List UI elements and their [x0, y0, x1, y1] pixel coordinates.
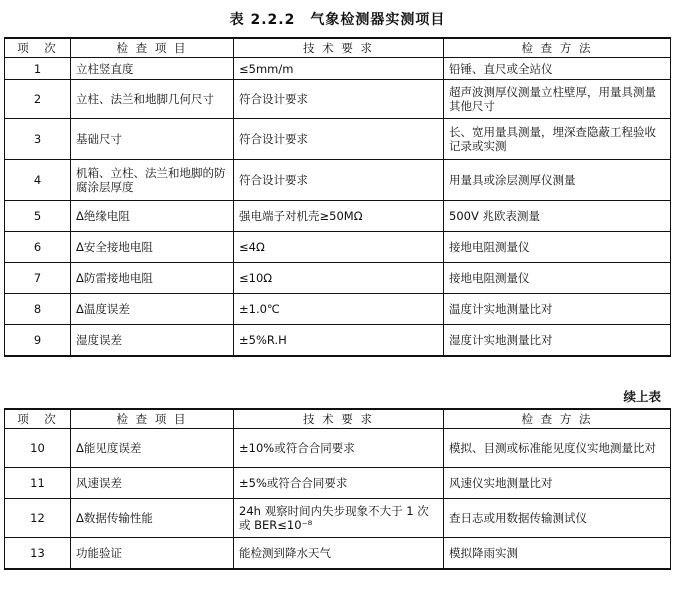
row-method: 模拟降雨实测 — [444, 538, 671, 570]
row-item: Δ绝缘电阻 — [71, 201, 234, 232]
row-requirement: 能检测到降水天气 — [234, 538, 444, 570]
table-header-row — [5, 38, 671, 58]
table-row — [5, 160, 671, 201]
row-no: 10 — [5, 429, 71, 468]
row-method: 用量具或涂层测厚仪测量 — [444, 160, 671, 201]
row-item: Δ防雷接地电阻 — [71, 263, 234, 294]
row-no: 7 — [5, 263, 71, 294]
row-requirement: ±5%或符合合同要求 — [234, 468, 444, 499]
row-method: 湿度计实地测量比对 — [444, 325, 671, 357]
row-item: Δ安全接地电阻 — [71, 232, 234, 263]
row-requirement: 强电端子对机壳≥50MΩ — [234, 201, 444, 232]
row-no: 9 — [5, 325, 71, 357]
row-item: 风速误差 — [71, 468, 234, 499]
header-requirement: 技 术 要 求 — [234, 409, 444, 429]
header-method: 检 查 方 法 — [444, 409, 671, 429]
header-item: 检 查 项 目 — [71, 38, 234, 58]
row-requirement: 24h 观察时间内失步现象不大于 1 次或 BER≤10⁻⁸ — [234, 499, 444, 538]
row-item: Δ温度误差 — [71, 294, 234, 325]
row-requirement: ≤4Ω — [234, 232, 444, 263]
table-row — [5, 499, 671, 538]
row-method: 长、宽用量具测量，埋深查隐蔽工程验收记录或实测 — [444, 119, 671, 160]
table-row — [5, 263, 671, 294]
table-row — [5, 429, 671, 468]
table-row — [5, 119, 671, 160]
table-row — [5, 58, 671, 80]
row-requirement: ≤10Ω — [234, 263, 444, 294]
row-requirement: 符合设计要求 — [234, 160, 444, 201]
row-item: 机箱、立柱、法兰和地脚的防腐涂层厚度 — [71, 160, 234, 201]
row-no: 13 — [5, 538, 71, 570]
header-requirement: 技 术 要 求 — [234, 38, 444, 58]
row-item: 湿度误差 — [71, 325, 234, 357]
row-item: 功能验证 — [71, 538, 234, 570]
row-method: 风速仪实地测量比对 — [444, 468, 671, 499]
inspection-table-continued — [4, 408, 671, 570]
table-row — [5, 538, 671, 570]
table-header-row — [5, 409, 671, 429]
row-requirement: ±1.0℃ — [234, 294, 444, 325]
row-requirement: ±5%R.H — [234, 325, 444, 357]
row-requirement: ≤5mm/m — [234, 58, 444, 80]
row-no: 2 — [5, 80, 71, 119]
row-no: 4 — [5, 160, 71, 201]
row-method: 铅锤、直尺或全站仪 — [444, 58, 671, 80]
table-row — [5, 232, 671, 263]
continued-label: 续上表 — [623, 389, 661, 404]
row-method: 接地电阻测量仪 — [444, 232, 671, 263]
inspection-table — [4, 37, 671, 357]
row-method: 超声波测厚仪测量立柱壁厚，用量具测量其他尺寸 — [444, 80, 671, 119]
row-no: 11 — [5, 468, 71, 499]
row-no: 6 — [5, 232, 71, 263]
row-method: 查日志或用数据传输测试仪 — [444, 499, 671, 538]
row-requirement: ±10%或符合合同要求 — [234, 429, 444, 468]
row-no: 8 — [5, 294, 71, 325]
header-item: 检 查 项 目 — [71, 409, 234, 429]
table-row — [5, 468, 671, 499]
table-title: 表 2.2.2 气象检测器实测项目 — [229, 12, 446, 28]
row-no: 12 — [5, 499, 71, 538]
row-no: 5 — [5, 201, 71, 232]
row-method: 500V 兆欧表测量 — [444, 201, 671, 232]
header-no: 项 次 — [5, 409, 71, 429]
row-method: 接地电阻测量仪 — [444, 263, 671, 294]
row-no: 1 — [5, 58, 71, 80]
row-requirement: 符合设计要求 — [234, 119, 444, 160]
row-no: 3 — [5, 119, 71, 160]
row-method: 模拟、目测或标准能见度仪实地测量比对 — [444, 429, 671, 468]
table-row — [5, 294, 671, 325]
table-row — [5, 201, 671, 232]
row-requirement: 符合设计要求 — [234, 80, 444, 119]
row-method: 温度计实地测量比对 — [444, 294, 671, 325]
row-item: Δ能见度误差 — [71, 429, 234, 468]
row-item: 立柱、法兰和地脚几何尺寸 — [71, 80, 234, 119]
row-item: 基础尺寸 — [71, 119, 234, 160]
row-item: 立柱竖直度 — [71, 58, 234, 80]
row-item: Δ数据传输性能 — [71, 499, 234, 538]
header-no: 项 次 — [5, 38, 71, 58]
table-row — [5, 325, 671, 357]
table-row — [5, 80, 671, 119]
header-method: 检 查 方 法 — [444, 38, 671, 58]
